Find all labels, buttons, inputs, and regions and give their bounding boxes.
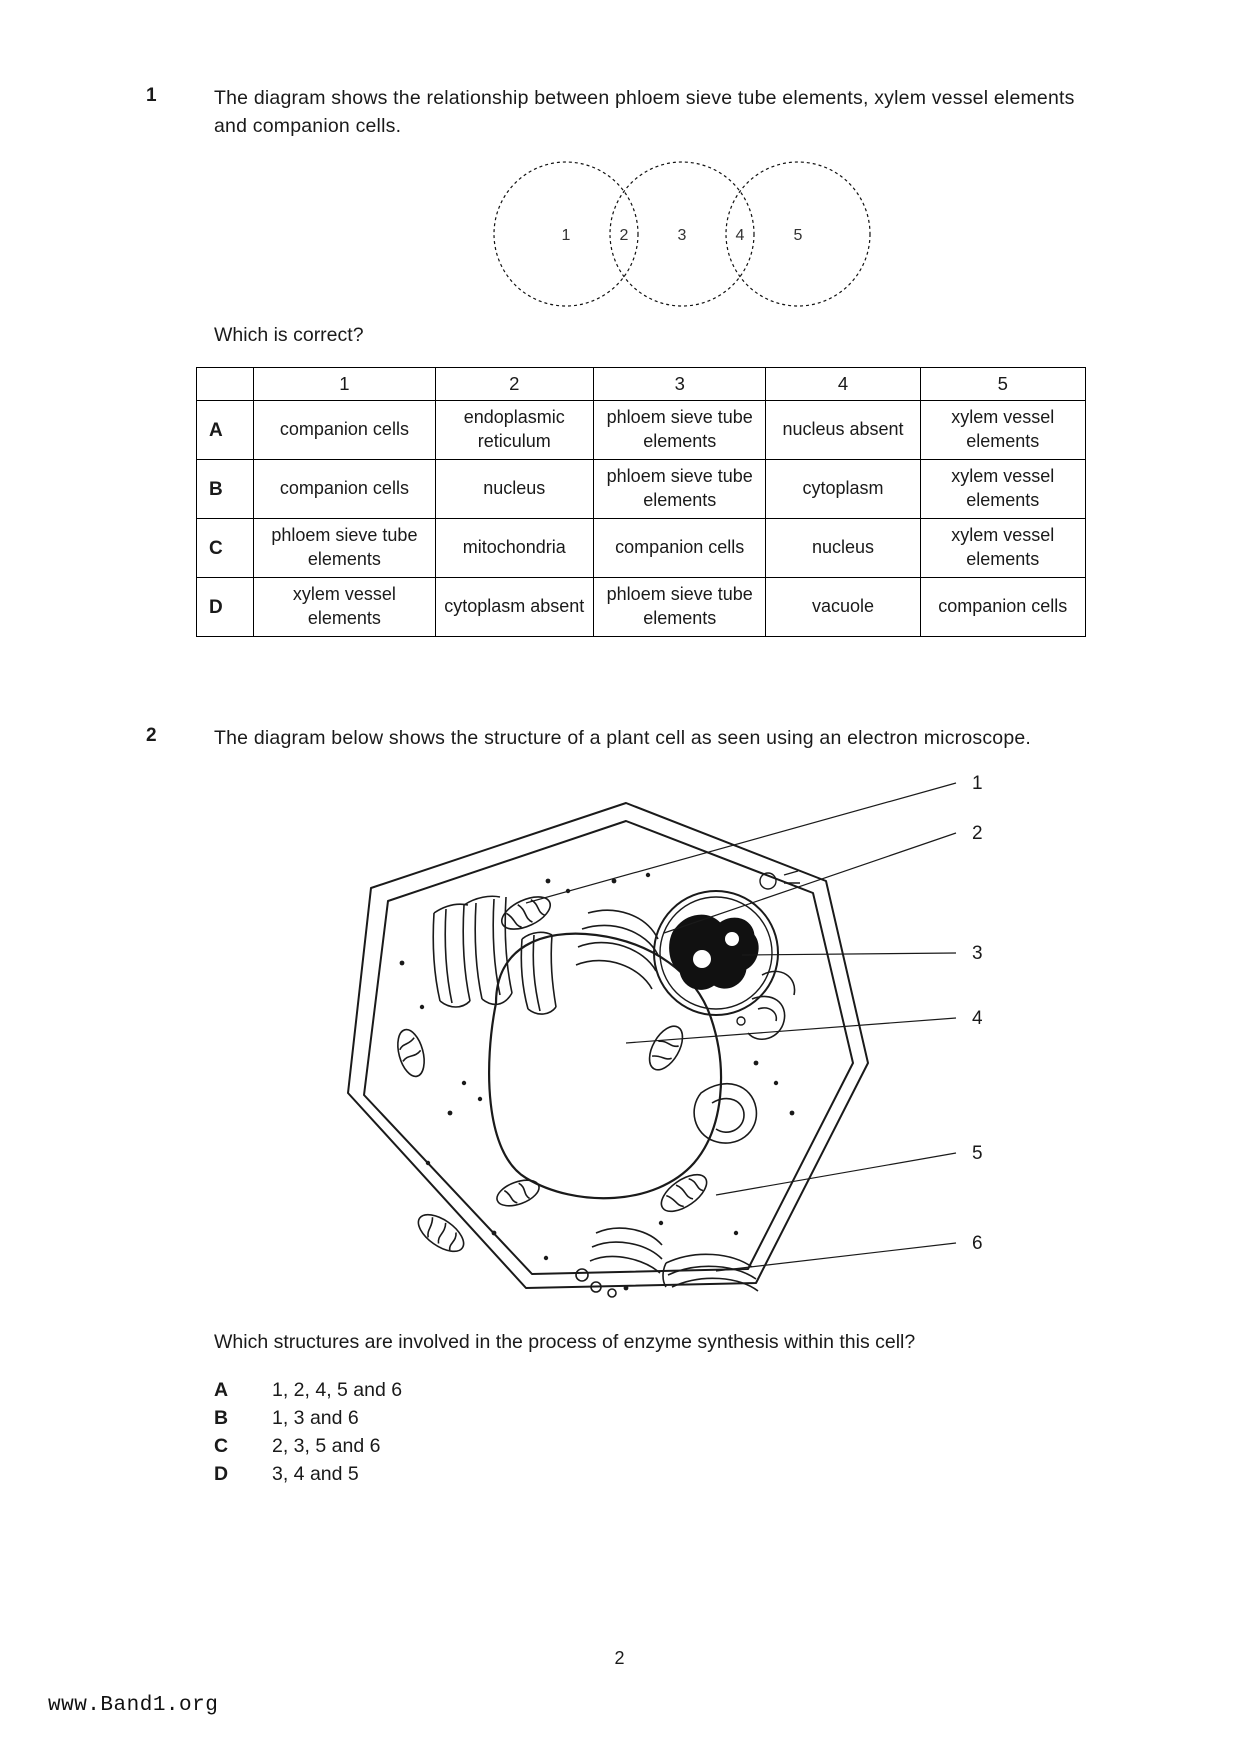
plant-cell-diagram-container	[196, 763, 1106, 1323]
cell-a-5: xylem vessel elements	[920, 401, 1086, 460]
diagram-label-3: 3	[972, 942, 983, 964]
cell-c-3: companion cells	[593, 519, 766, 578]
table-header-1: 1	[254, 368, 435, 401]
table-header-blank	[197, 368, 254, 401]
venn-label-3: 3	[677, 227, 687, 245]
list-item[interactable]	[214, 1432, 1106, 1460]
site-watermark: www.Band1.org	[48, 1694, 219, 1717]
diagram-number-labels	[972, 773, 983, 1254]
cell-d-1: xylem vessel elements	[254, 578, 435, 637]
cell-b-1: companion cells	[254, 460, 435, 519]
option-text-c: 2, 3, 5 and 6	[272, 1435, 381, 1458]
table-header-row	[197, 368, 1086, 401]
question-2-prompt: Which structures are involved in the process of enzyme synthesis within this cell?	[214, 1330, 916, 1353]
cell-d-5: companion cells	[920, 578, 1086, 637]
cell-d-2: cytoplasm absent	[435, 578, 593, 637]
cell-a-4: nucleus absent	[766, 401, 920, 460]
option-text-d: 3, 4 and 5	[272, 1463, 359, 1486]
table-header-4: 4	[766, 368, 920, 401]
option-letter-d: D	[214, 1463, 229, 1486]
venn-diagram	[482, 158, 882, 310]
table-header-3: 3	[593, 368, 766, 401]
plant-cell-diagram	[196, 763, 1096, 1323]
option-label-b: B	[197, 460, 254, 519]
diagram-label-4: 4	[972, 1007, 983, 1029]
question-1-options-table	[196, 367, 1086, 637]
table-header-5: 5	[920, 368, 1086, 401]
option-label-a: A	[197, 401, 254, 460]
option-label-c: C	[197, 519, 254, 578]
cell-c-5: xylem vessel elements	[920, 519, 1086, 578]
cell-d-3: phloem sieve tube elements	[593, 578, 766, 637]
question-2-number: 2	[146, 725, 157, 746]
diagram-label-5: 5	[972, 1142, 983, 1164]
table-row[interactable]	[197, 460, 1086, 519]
question-1-number: 1	[146, 85, 157, 106]
cell-b-4: cytoplasm	[766, 460, 920, 519]
cell-b-2: nucleus	[435, 460, 593, 519]
question-2	[146, 725, 1106, 1489]
cell-c-4: nucleus	[766, 519, 920, 578]
option-text-a: 1, 2, 4, 5 and 6	[272, 1378, 403, 1401]
diagram-label-6: 6	[972, 1232, 983, 1254]
cell-b-3: phloem sieve tube elements	[593, 460, 766, 519]
rough-er	[433, 896, 556, 1014]
diagram-label-1: 1	[972, 772, 983, 794]
smooth-er	[694, 971, 794, 1143]
venn-diagram-container	[214, 158, 1106, 310]
cell-a-1: companion cells	[254, 401, 435, 460]
option-text-b: 1, 3 and 6	[272, 1406, 359, 1429]
option-letter-c: C	[214, 1435, 229, 1458]
question-1	[146, 85, 1106, 637]
cell-d-4: vacuole	[766, 578, 920, 637]
table-row[interactable]	[197, 401, 1086, 460]
option-letter-b: B	[214, 1406, 229, 1429]
plasma-membrane	[364, 821, 853, 1274]
cell-a-3: phloem sieve tube elements	[593, 401, 766, 460]
cell-c-2: mitochondria	[435, 519, 593, 578]
list-item[interactable]	[214, 1460, 1106, 1488]
cell-b-5: xylem vessel elements	[920, 460, 1086, 519]
list-item[interactable]	[214, 1404, 1106, 1432]
option-letter-a: A	[214, 1378, 229, 1401]
table-row[interactable]	[197, 578, 1086, 637]
question-2-stem: The diagram below shows the structure of a plant cell as seen using an electron microscope.	[214, 727, 1032, 749]
table-row[interactable]	[197, 519, 1086, 578]
rough-er-lower	[663, 1254, 758, 1291]
question-1-stem: The diagram shows the relationship between phloem sieve tube elements, xylem vessel elements and companion cells.	[214, 87, 1075, 137]
question-1-prompt: Which is correct?	[214, 324, 364, 347]
venn-label-5: 5	[793, 227, 803, 245]
venn-label-4: 4	[735, 227, 745, 245]
cell-a-2: endoplasmic reticulum	[435, 401, 593, 460]
diagram-label-2: 2	[972, 822, 983, 844]
question-2-options	[214, 1376, 1106, 1489]
mitochondria	[393, 890, 713, 1258]
table-header-2: 2	[435, 368, 593, 401]
cell-c-1: phloem sieve tube elements	[254, 519, 435, 578]
list-item[interactable]	[214, 1376, 1106, 1404]
venn-label-1: 1	[561, 227, 571, 245]
option-label-d: D	[197, 578, 254, 637]
venn-label-2: 2	[619, 227, 629, 245]
page-number: 2	[614, 1648, 625, 1668]
